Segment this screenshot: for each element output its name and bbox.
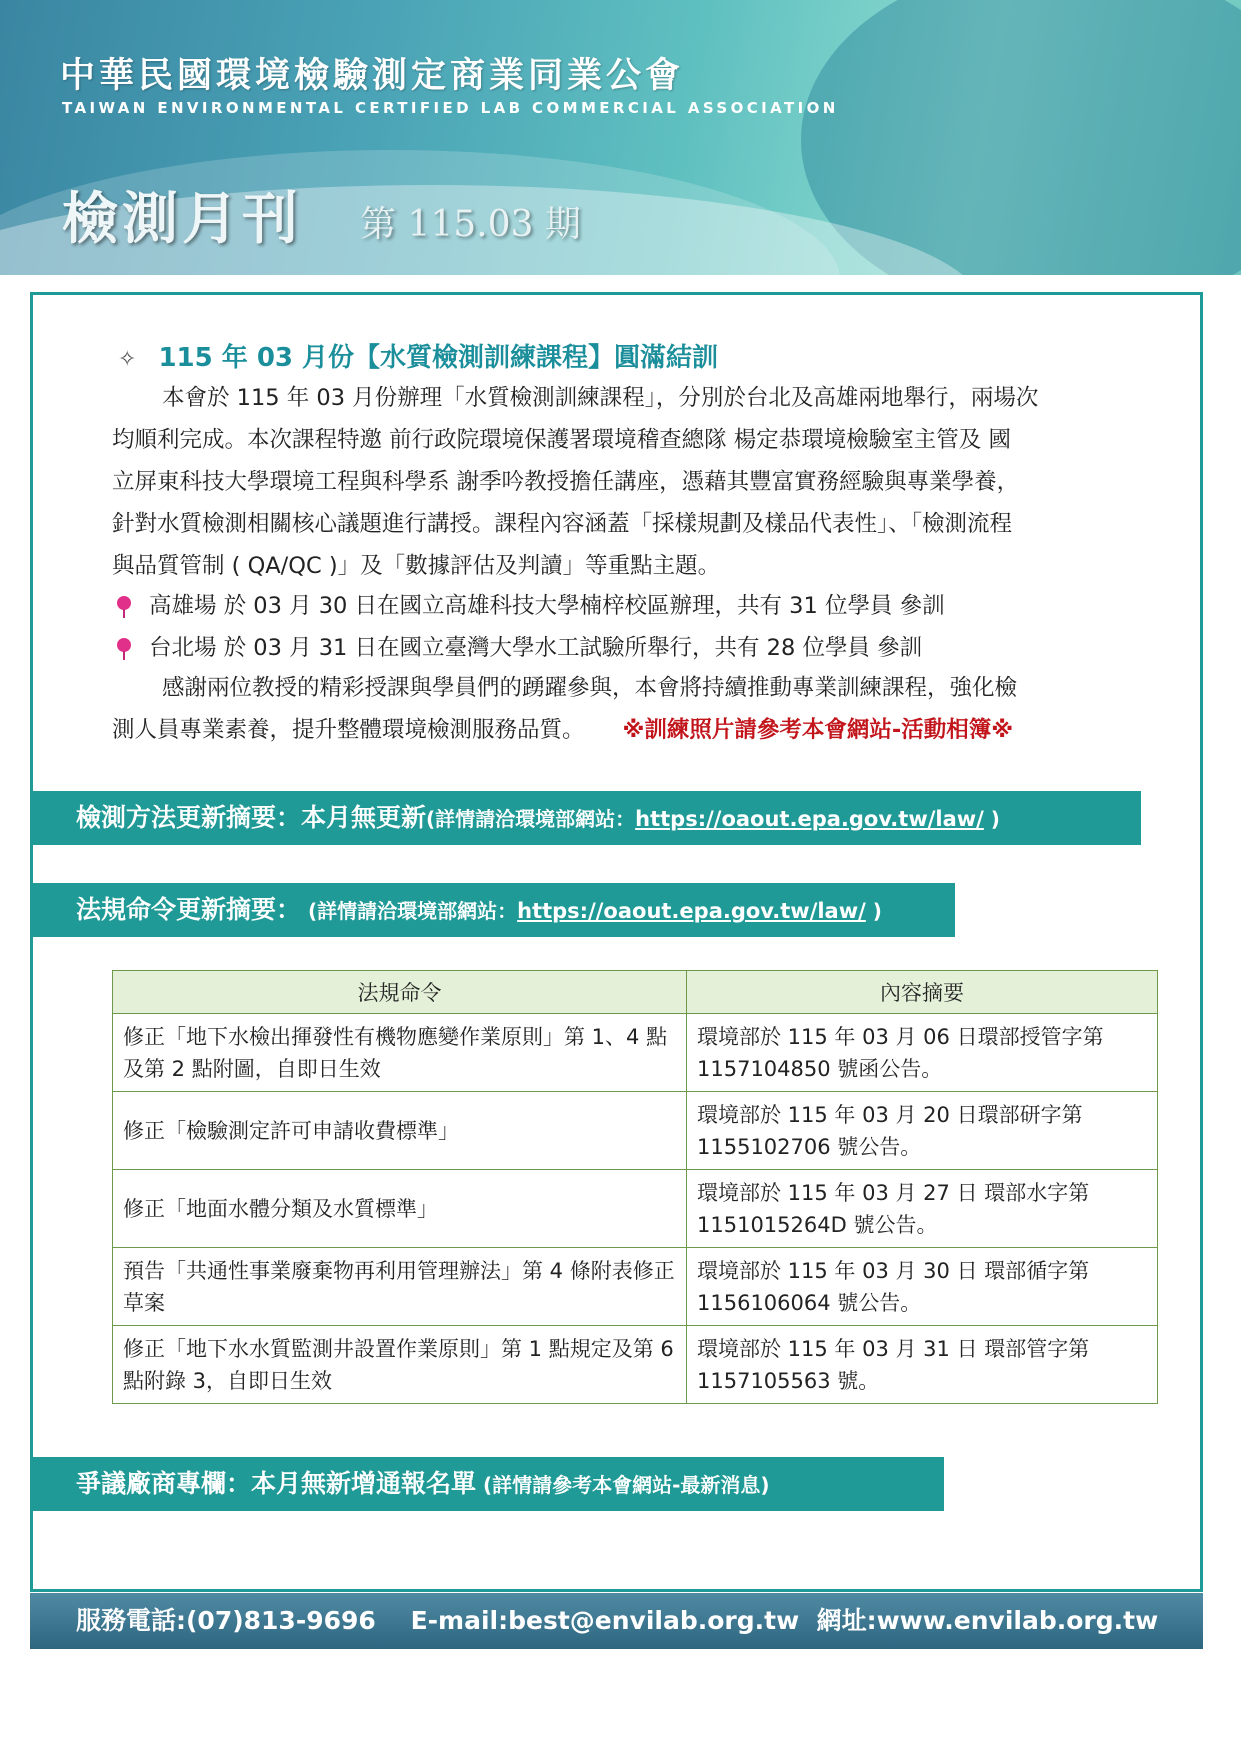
epa-law-link[interactable]: https://oaout.epa.gov.tw/law/ <box>635 807 984 831</box>
regulations-update-title: 法規命令更新摘要： <box>76 895 302 924</box>
summary-cell: 環境部於 115 年 03 月 20 日環部研字第 1155102706 號公告。 <box>687 1092 1158 1170</box>
column-header: 法規命令 <box>113 971 687 1014</box>
column-header: 內容摘要 <box>687 971 1158 1014</box>
org-name-zh: 中華民國環境檢驗測定商業同業公會 <box>60 56 685 96</box>
training-paragraph <box>112 377 1122 587</box>
closing-paragraph <box>112 667 1122 751</box>
regulations-table <box>112 970 1158 1404</box>
methods-update-band: 檢測方法更新摘要：本月無更新(詳情請洽環境部網站：https://oaout.epa.gov.tw/law/ ) <box>30 791 1141 845</box>
photo-note: ※訓練照片請參考本會網站-活動相簿※ <box>622 717 1014 743</box>
regulation-cell: 修正「地下水水質監測井設置作業原則」第 1 點規定及第 6 點附錄 3，自即日生效 <box>113 1326 687 1404</box>
paragraph-line: 感謝兩位教授的精彩授課與學員們的踴躍參與，本會將持續推動專業訓練課程，強化檢 <box>162 675 1018 701</box>
dispute-vendor-band: 爭議廠商專欄：本月無新增通報名單 (詳情請參考本會網站-最新消息) <box>30 1457 944 1511</box>
masthead <box>0 0 1241 275</box>
paragraph-line: 均順利完成。本次課程特邀 前行政院環境保護署環境稽查總隊 楊定恭環境檢驗室主管及 國 <box>112 427 1011 453</box>
table-row <box>113 1248 1158 1326</box>
bullet-kaohsiung: 高雄場 於 03 月 30 日在國立高雄科技大學楠梓校區辦理，共有 31 位學員 參訓 <box>117 588 945 620</box>
table-row <box>113 1014 1158 1092</box>
summary-cell: 環境部於 115 年 03 月 06 日環部授管字第 1157104850 號函公告。 <box>687 1014 1158 1092</box>
section-training-heading: 115 年 03 月份【水質檢測訓練課程】圓滿結訓 <box>158 343 719 373</box>
dispute-vendor-title: 爭議廠商專欄：本月無新增通報名單 <box>76 1469 477 1498</box>
paragraph-line: 測人員專業素養，提升整體環境檢測服務品質。 ※訓練照片請參考本會網站-活動相簿※ <box>112 717 1014 743</box>
paragraph-line: 立屏東科技大學環境工程與科學系 謝季吟教授擔任講座，憑藉其豐富實務經驗與專業學養， <box>112 469 1020 495</box>
org-name-en: TAIWAN ENVIRONMENTAL CERTIFIED LAB COMMERCIAL ASSOCIATION <box>62 99 839 117</box>
sparkle-icon: ✧ <box>118 347 137 372</box>
paragraph-line: 針對水質檢測相關核心議題進行講授。課程內容涵蓋「採樣規劃及樣品代表性」、「檢測流程 <box>112 511 1013 537</box>
summary-cell: 環境部於 115 年 03 月 27 日 環部水字第 1151015264D 號公告。 <box>687 1170 1158 1248</box>
regulations-update-band: 法規命令更新摘要： (詳情請洽環境部網站：https://oaout.epa.gov.tw/law/ ) <box>30 883 955 937</box>
paragraph-line: 本會於 115 年 03 月份辦理「水質檢測訓練課程」，分別於台北及高雄兩地舉行，兩場次 <box>162 385 1039 411</box>
contact-footer: 服務電話:(07)813-9696 E-mail:best@envilab.org.tw 網址:www.envilab.org.tw <box>30 1593 1203 1649</box>
issue-number: 第 115.03 期 <box>360 204 581 245</box>
table-row <box>113 1170 1158 1248</box>
pin-icon <box>117 596 131 610</box>
table-row <box>113 1326 1158 1404</box>
regulation-cell: 修正「地面水體分類及水質標準」 <box>113 1170 687 1248</box>
regulation-cell: 預告「共通性事業廢棄物再利用管理辦法」第 4 條附表修正草案 <box>113 1248 687 1326</box>
paragraph-line: 與品質管制 ( QA/QC )」及「數據評估及判讀」等重點主題。 <box>112 553 721 579</box>
summary-cell: 環境部於 115 年 03 月 30 日 環部循字第 1156106064 號公告。 <box>687 1248 1158 1326</box>
table-row <box>113 1092 1158 1170</box>
regulation-cell: 修正「檢驗測定許可申請收費標準」 <box>113 1092 687 1170</box>
magazine-title: 檢測月刊 <box>62 187 302 252</box>
epa-law-link[interactable]: https://oaout.epa.gov.tw/law/ <box>517 899 866 923</box>
table-header-row <box>113 971 1158 1014</box>
methods-update-title: 檢測方法更新摘要：本月無更新 <box>76 803 427 832</box>
pin-icon <box>117 638 131 652</box>
bullet-taipei: 台北場 於 03 月 31 日在國立臺灣大學水工試驗所舉行，共有 28 位學員 參訓 <box>117 630 922 662</box>
summary-cell: 環境部於 115 年 03 月 31 日 環部管字第 1157105563 號。 <box>687 1326 1158 1404</box>
regulation-cell: 修正「地下水檢出揮發性有機物應變作業原則」第 1、4 點及第 2 點附圖，自即日生效 <box>113 1014 687 1092</box>
section-training-title <box>118 337 718 374</box>
